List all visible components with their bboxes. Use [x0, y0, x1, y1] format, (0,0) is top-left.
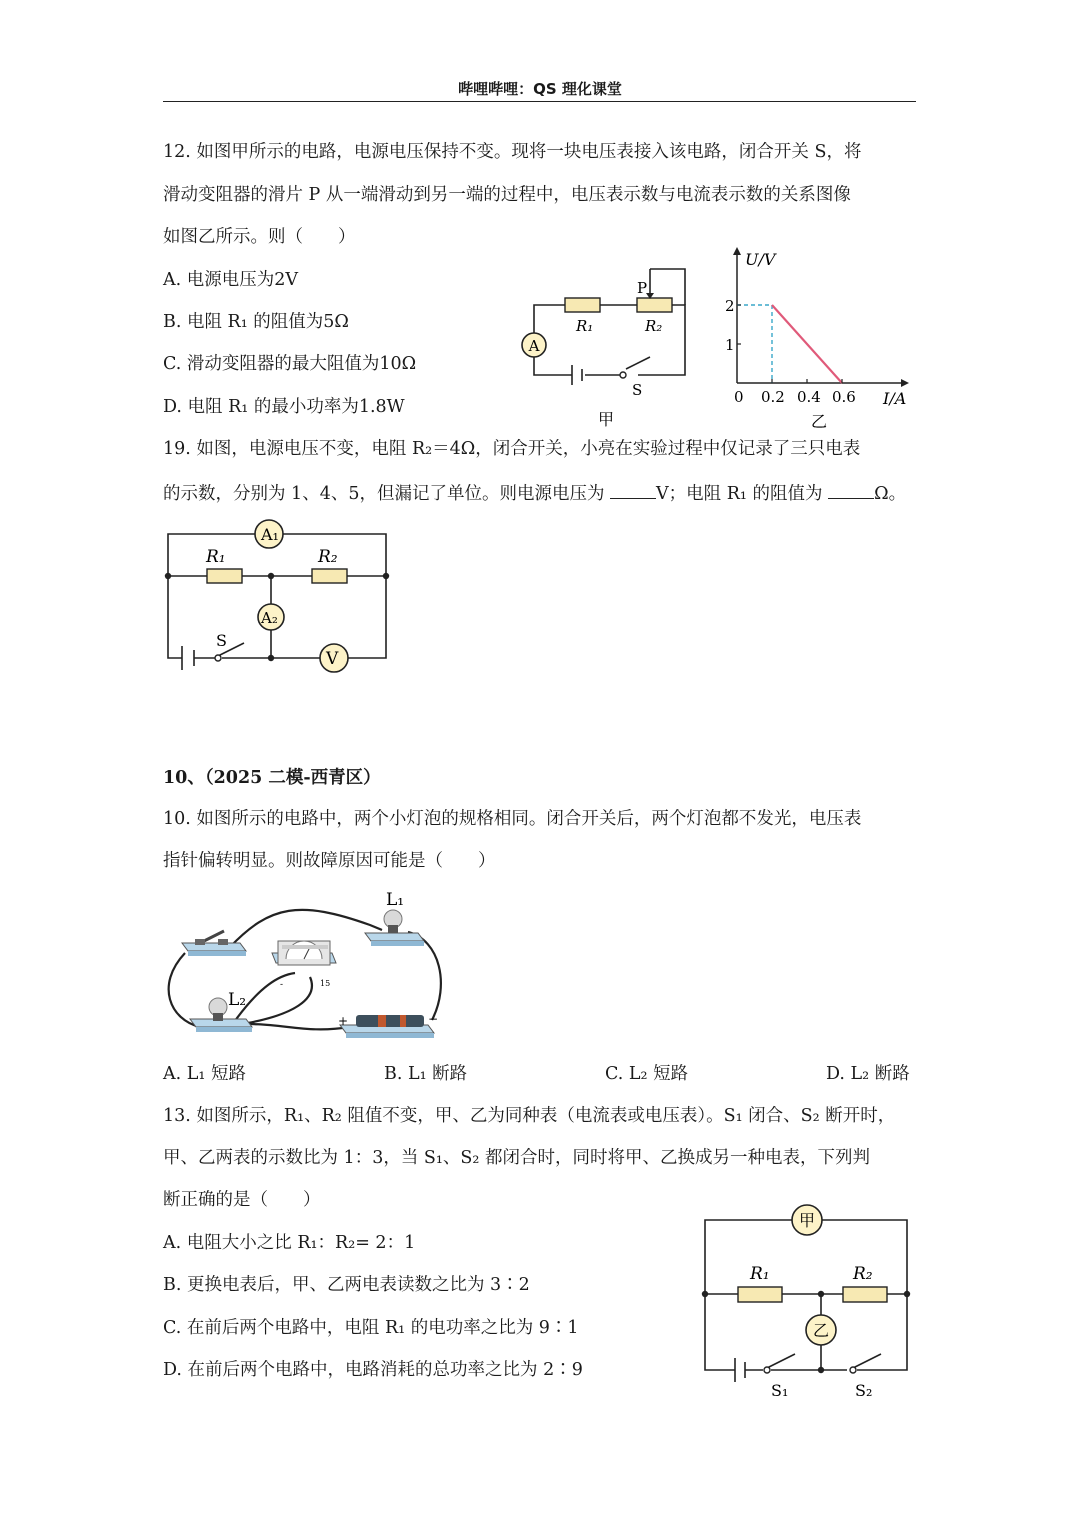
q13-stem-line-1: 13. 如图所示，R₁、R₂ 阻值不变，甲、乙为同种表（电流表或电压表）。S₁ 闭合、S₂ 断开时，	[163, 1106, 896, 1126]
q10-meter-minus: -	[280, 980, 284, 990]
graph-xtick-02: 0.2	[761, 388, 785, 406]
q10-switch	[182, 931, 246, 956]
q10-battery	[340, 1015, 434, 1038]
q10-option-c[interactable]: C. L₂ 短路	[605, 1064, 689, 1084]
q10-l1-label: L₁	[386, 890, 405, 910]
q12-option-a[interactable]: A. 电源电压为2V	[163, 270, 299, 290]
q19-circuit-diagram	[160, 512, 400, 687]
q12-resistor-r1	[565, 298, 600, 312]
graph-ytick-2: 2	[725, 297, 735, 315]
q10-meter-15: 15	[320, 979, 331, 988]
q13-option-b[interactable]: B. 更换电表后，甲、乙两电表读数之比为 3∶2	[163, 1275, 530, 1295]
q12-switch-label: S	[632, 381, 643, 399]
q12-caption-jia: 甲	[598, 410, 615, 429]
q13-r1-label: R₁	[750, 1264, 770, 1284]
q12-option-c[interactable]: C. 滑动变阻器的最大阻值为10Ω	[163, 354, 417, 374]
q19-text-part-3: Ω。	[874, 484, 907, 504]
q19-switch-label: S	[216, 631, 227, 650]
q10-circuit-illustration	[160, 885, 450, 1045]
graph-xtick-04: 0.4	[797, 388, 821, 406]
q19-r2-label: R₂	[318, 547, 338, 567]
q13-junction-left	[702, 1291, 708, 1297]
q19-voltmeter-label: V	[326, 649, 339, 669]
header-divider	[163, 101, 916, 102]
q13-switch2-pivot	[850, 1367, 856, 1373]
q13-junction-mid	[818, 1291, 824, 1297]
q13-resistor-r2	[843, 1287, 887, 1302]
q13-s2-label: S₂	[855, 1381, 873, 1400]
q13-option-d[interactable]: D. 在前后两个电路中，电路消耗的总功率之比为 2∶9	[163, 1360, 583, 1380]
q13-r2-label: R₂	[853, 1264, 873, 1284]
q13-junction-bottom	[818, 1367, 824, 1373]
q12-stem-line-1: 12. 如图甲所示的电路，电源电压保持不变。现将一块电压表接入该电路，闭合开关 S，将	[163, 142, 862, 162]
q10-stem-line-2: 指针偏转明显。则故障原因可能是（ ）	[163, 851, 496, 871]
q12-ammeter-label: A	[528, 337, 540, 355]
q10-lamp-l1	[365, 910, 424, 946]
q19-a2-label: A₂	[261, 609, 278, 627]
q12-option-d[interactable]: D. 电阻 R₁ 的最小功率为1.8W	[163, 397, 405, 417]
q13-yi-label: 乙	[813, 1321, 830, 1340]
graph-xlabel: I/A	[883, 389, 907, 408]
q13-stem-line-2: 甲、乙两表的示数比为 1：3，当 S₁、S₂ 都闭合时，同时将甲、乙换成另一种电表，下列判	[163, 1148, 870, 1168]
graph-xtick-06: 0.6	[832, 388, 856, 406]
page-header-title: 哔哩哔哩：QS 理化课堂	[458, 80, 622, 98]
graph-caption-yi: 乙	[811, 412, 828, 431]
q19-junction-left	[165, 573, 171, 579]
q12-switch-pivot	[620, 372, 626, 378]
q19-resistance-blank[interactable]	[828, 480, 874, 499]
q19-junction-right	[383, 573, 389, 579]
q12-r1-label: R₁	[576, 317, 594, 335]
q19-text-part-1: 的示数，分别为 1、4、5，但漏记了单位。则电源电压为	[163, 484, 611, 504]
q10-battery-minus: −	[428, 1012, 439, 1026]
q19-switch-pivot	[215, 655, 221, 661]
q19-resistor-r1	[207, 569, 242, 583]
graph-y-arrow	[733, 247, 741, 255]
graph-ytick-1: 1	[725, 336, 735, 354]
q19-junction-bottom	[268, 655, 274, 661]
graph-origin: 0	[734, 388, 744, 406]
q19-stem-line-2	[163, 480, 906, 506]
q19-resistor-r2	[312, 569, 347, 583]
q19-stem-line-1: 19. 如图，电源电压不变，电阻 R₂＝4Ω，闭合开关，小亮在实验过程中仅记录了三只电表	[163, 439, 861, 459]
graph-ylabel: U/V	[745, 250, 776, 269]
q10-wires	[169, 910, 441, 1030]
q19-a1-label: A₁	[261, 525, 279, 544]
q10-stem-line-1: 10. 如图所示的电路中，两个小灯泡的规格相同。闭合开关后，两个灯泡都不发光，电压表	[163, 809, 862, 829]
graph-x-arrow	[901, 379, 909, 387]
q10-battery-plus: +	[338, 1014, 349, 1028]
q19-junction-mid	[268, 573, 274, 579]
q10-option-d[interactable]: D. L₂ 断路	[826, 1064, 910, 1084]
q19-voltage-blank[interactable]	[610, 480, 656, 499]
q10-l2-label: L₂	[228, 990, 247, 1010]
q12-option-b[interactable]: B. 电阻 R₁ 的阻值为5Ω	[163, 312, 349, 332]
q13-resistor-r1	[738, 1287, 782, 1302]
q19-r1-label: R₁	[206, 547, 226, 567]
q13-option-a[interactable]: A. 电阻大小之比 R₁：R₂= 2：1	[163, 1233, 416, 1253]
q13-junction-right	[904, 1291, 910, 1297]
q12-resistor-r2	[637, 298, 672, 312]
q10-voltmeter	[272, 941, 336, 965]
q12-circuit-diagram	[510, 255, 710, 435]
q13-jia-label: 甲	[799, 1211, 816, 1230]
q13-stem-line-3: 断正确的是（ ）	[163, 1190, 321, 1210]
graph-series-line	[772, 305, 842, 383]
q10-option-a[interactable]: A. L₁ 短路	[163, 1064, 246, 1084]
q13-s1-label: S₁	[771, 1381, 789, 1400]
q13-circuit-diagram	[695, 1200, 920, 1405]
q12-slider-label: P	[637, 279, 648, 297]
section-heading: 10、（2025 二模-西青区）	[163, 768, 381, 788]
q13-option-c[interactable]: C. 在前后两个电路中，电阻 R₁ 的电功率之比为 9∶1	[163, 1318, 579, 1338]
q13-switch1-pivot	[764, 1367, 770, 1373]
q12-graph	[715, 243, 920, 435]
q12-stem-line-3: 如图乙所示。则（ ）	[163, 227, 356, 247]
q12-r2-label: R₂	[645, 317, 663, 335]
q10-option-b[interactable]: B. L₁ 断路	[384, 1064, 468, 1084]
q12-stem-line-2: 滑动变阻器的滑片 P 从一端滑动到另一端的过程中，电压表示数与电流表示数的关系图像	[163, 185, 851, 205]
q19-text-part-2: V；电阻 R₁ 的阻值为	[656, 484, 829, 504]
